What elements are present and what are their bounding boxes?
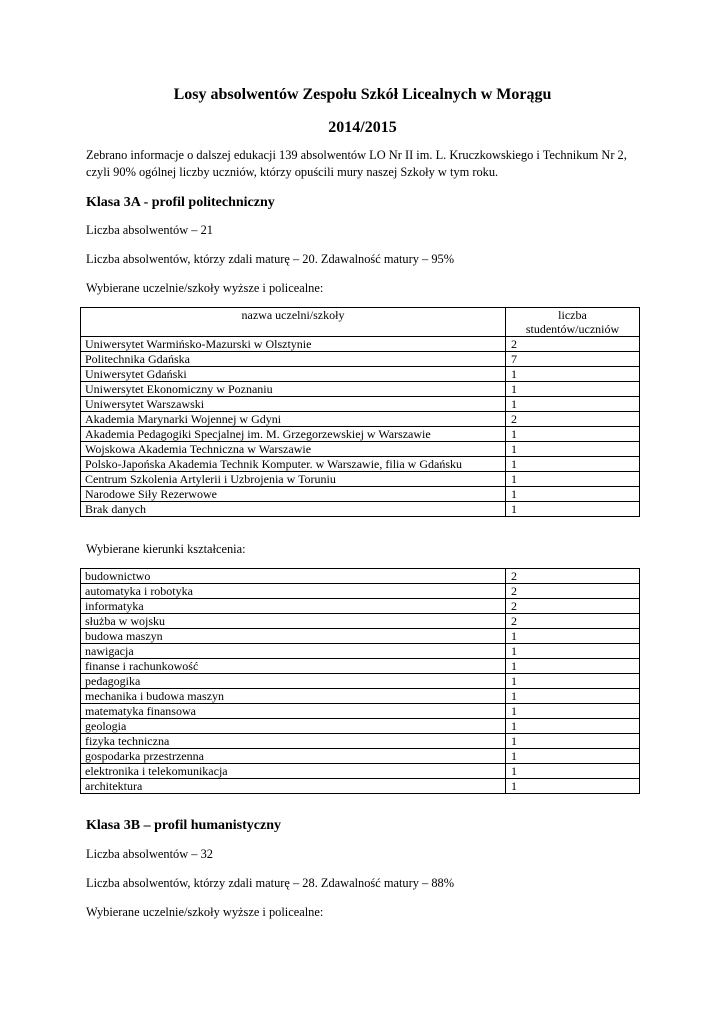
row-name-cell: Brak danych [81,502,506,517]
row-name-cell: Narodowe Siły Rezerwowe [81,487,506,502]
row-count-cell: 1 [506,382,640,397]
row-name-cell: finanse i rachunkowość [81,659,506,674]
row-name-cell: Centrum Szkolenia Artylerii i Uzbrojenia w Toruniu [81,472,506,487]
row-name-cell: Akademia Pedagogiki Specjalnej im. M. Grzegorzewskiej w Warszawie [81,427,506,442]
row-count-cell: 1 [506,659,640,674]
table-row [81,442,640,457]
row-count-cell: 1 [506,427,640,442]
table-row [81,367,640,382]
row-count-cell: 1 [506,749,640,764]
table-row [81,734,640,749]
row-name-cell: mechanika i budowa maszyn [81,689,506,704]
table-row [81,614,640,629]
row-name-cell: automatyka i robotyka [81,584,506,599]
class-3b-schools-label: Wybierane uczelnie/szkoły wyższe i policealne: [86,905,324,919]
row-count-cell: 2 [506,599,640,614]
row-count-cell: 1 [506,689,640,704]
class-3a-graduates: Liczba absolwentów – 21 [86,223,213,237]
table-row [81,457,640,472]
class-3a-heading: Klasa 3A - profil politechniczny [86,195,275,210]
table-row [81,412,640,427]
row-count-cell: 1 [506,472,640,487]
table-row [81,704,640,719]
intro-line-2: czyli 90% ogólnej liczby uczniów, którzy opuścili mury naszej Szkoły w tym roku. [86,165,499,179]
table-row [81,337,640,352]
row-name-cell: Polsko-Japońska Akademia Technik Komputer. w Warszawie, filia w Gdańsku [81,457,506,472]
row-count-cell: 2 [506,337,640,352]
row-count-cell: 2 [506,584,640,599]
table-row [81,764,640,779]
table-header-row [81,308,640,337]
row-name-cell: Uniwersytet Gdański [81,367,506,382]
class-3a-fields-table [80,568,640,794]
table-row [81,644,640,659]
class-3b-heading: Klasa 3B – profil humanistyczny [86,818,281,833]
class-3a-matura: Liczba absolwentów, którzy zdali maturę – 20. Zdawalność matury – 95% [86,252,455,266]
class-3b-matura: Liczba absolwentów, którzy zdali maturę – 28. Zdawalność matury – 88% [86,876,455,890]
row-count-cell: 1 [506,779,640,794]
row-count-cell: 2 [506,614,640,629]
row-count-cell: 1 [506,442,640,457]
document-title: Losy absolwentów Zespołu Szkół Licealnych w Morągu [173,86,552,103]
row-name-cell: geologia [81,719,506,734]
table-row [81,397,640,412]
row-count-cell: 2 [506,412,640,427]
school-year: 2014/2015 [328,119,397,136]
row-count-cell: 2 [506,569,640,584]
row-count-cell: 1 [506,502,640,517]
row-name-cell: architektura [81,779,506,794]
row-count-cell: 1 [506,367,640,382]
row-name-cell: Uniwersytet Warmińsko-Mazurski w Olsztynie [81,337,506,352]
header-student-count [506,308,640,337]
row-count-cell: 1 [506,487,640,502]
row-count-cell: 1 [506,457,640,472]
row-count-cell: 1 [506,397,640,412]
row-name-cell: Akademia Marynarki Wojennej w Gdyni [81,412,506,427]
row-name-cell: Politechnika Gdańska [81,352,506,367]
table-row [81,584,640,599]
class-3a-schools-label: Wybierane uczelnie/szkoły wyższe i policealne: [86,281,324,295]
table-row [81,502,640,517]
table-row [81,779,640,794]
table-row [81,382,640,397]
row-count-cell: 1 [506,719,640,734]
table-row [81,674,640,689]
row-name-cell: nawigacja [81,644,506,659]
row-count-cell: 1 [506,644,640,659]
table-row [81,352,640,367]
table-row [81,487,640,502]
row-count-cell: 1 [506,674,640,689]
table-row [81,569,640,584]
row-count-cell: 1 [506,764,640,779]
intro-line-1: Zebrano informacje o dalszej edukacji 139 absolwentów LO Nr II im. L. Kruczkowskiego i Technikum Nr 2, [86,148,627,162]
row-count-cell: 1 [506,629,640,644]
table-row [81,749,640,764]
header-count-line-2: studentów/uczniów [525,322,620,336]
row-name-cell: Uniwersytet Warszawski [81,397,506,412]
row-count-cell: 7 [506,352,640,367]
header-count-line-1: liczba [558,308,587,322]
row-name-cell: matematyka finansowa [81,704,506,719]
table-row [81,689,640,704]
row-count-cell: 1 [506,704,640,719]
class-3a-fields-label: Wybierane kierunki kształcenia: [86,542,246,556]
table-row [81,659,640,674]
header-school-name: nazwa uczelni/szkoły [81,308,506,337]
table-row [81,427,640,442]
table-row [81,719,640,734]
row-name-cell: budownictwo [81,569,506,584]
row-name-cell: elektronika i telekomunikacja [81,764,506,779]
row-name-cell: gospodarka przestrzenna [81,749,506,764]
row-name-cell: Wojskowa Akademia Techniczna w Warszawie [81,442,506,457]
row-name-cell: pedagogika [81,674,506,689]
row-name-cell: służba w wojsku [81,614,506,629]
table-row [81,629,640,644]
table-row [81,599,640,614]
class-3a-schools-table [80,307,640,517]
row-name-cell: fizyka techniczna [81,734,506,749]
table-row [81,472,640,487]
row-count-cell: 1 [506,734,640,749]
row-name-cell: Uniwersytet Ekonomiczny w Poznaniu [81,382,506,397]
row-name-cell: budowa maszyn [81,629,506,644]
class-3b-graduates: Liczba absolwentów – 32 [86,847,213,861]
row-name-cell: informatyka [81,599,506,614]
